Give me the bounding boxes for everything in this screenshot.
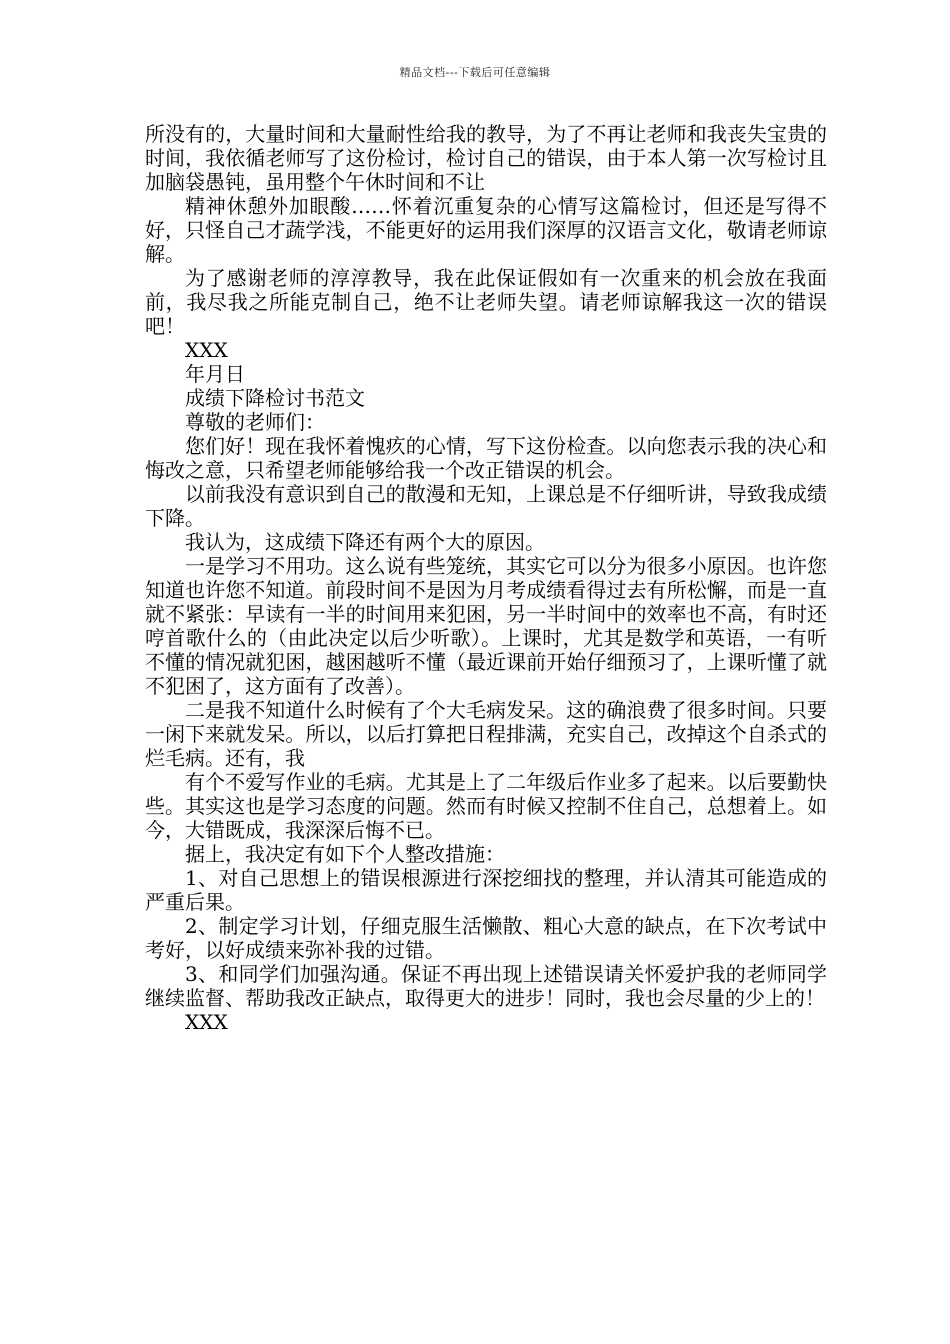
document-body — [145, 122, 827, 1034]
signature: XXX — [185, 338, 228, 362]
page-header: 精品文档---下载后可任意编辑 — [399, 66, 551, 79]
date-line: 年月日 — [185, 362, 245, 386]
paragraph: 我认为，这成绩下降还有两个大的原因。 — [185, 530, 545, 554]
document-title: 成绩下降检讨书范文 — [185, 386, 365, 410]
paragraph: 以前我没有意识到自己的散漫和无知，上课总是不仔细听讲，导致我成绩下降。 — [145, 482, 827, 530]
list-item: 3、和同学们加强沟通。保证不再出现上述错误请关怀爱护我的老师同学继续监督、帮助我改正缺点，取得更大的进步！同时，我也会尽量的少上的！ — [145, 962, 827, 1010]
paragraph: 精神休憩外加眼酸……怀着沉重复杂的心情写这篇检讨，但还是写得不好，只怪自己才蔬学浅，不能更好的运用我们深厚的汉语言文化，敬请老师谅解。 — [145, 194, 827, 266]
paragraph: 您们好！现在我怀着愧疚的心情，写下这份检查。以向您表示我的决心和悔改之意，只希望老师能够给我一个改正错误的机会。 — [145, 434, 827, 482]
paragraph: 二是我不知道什么时候有了个大毛病发呆。这的确浪费了很多时间。只要一闲下来就发呆。所以，以后打算把日程排满，充实自己，改掉这个自杀式的烂毛病。还有，我 — [145, 698, 827, 770]
paragraph: 为了感谢老师的淳淳教导，我在此保证假如有一次重来的机会放在我面前，我尽我之所能克制自己，绝不让老师失望。请老师谅解我这一次的错误吧！ — [145, 266, 827, 338]
signature: XXX — [185, 1010, 228, 1034]
paragraph: 据上，我决定有如下个人整改措施： — [185, 842, 505, 866]
paragraph: 一是学习不用功。这么说有些笼统，其实它可以分为很多小原因。也许您知道也许您不知道。前段时间不是因为月考成绩看得过去有所松懈，而是一直就不紧张：早读有一半的时间用来犯困，另一半时间中的效率也不高，有时还哼首歌什么的（由此决定以后少听歌）。上课时，尤其是数学和英语，一有听不懂的情况就犯困，越困越听不懂（最近课前开始仔细预习了，上课听懂了就不犯困了，这方面有了改善）。 — [145, 554, 827, 698]
list-item: 1、对自己思想上的错误根源进行深挖细找的整理，并认清其可能造成的严重后果。 — [145, 866, 827, 914]
salutation: 尊敬的老师们： — [185, 410, 325, 434]
paragraph: 有个不爱写作业的毛病。尤其是上了二年级后作业多了起来。以后要勤快些。其实这也是学习态度的问题。然而有时候又控制不住自己，总想着上。如今，大错既成，我深深后悔不已。 — [145, 770, 827, 842]
list-item: 2、制定学习计划，仔细克服生活懒散、粗心大意的缺点，在下次考试中考好，以好成绩来弥补我的过错。 — [145, 914, 827, 962]
paragraph: 所没有的，大量时间和大量耐性给我的教导，为了不再让老师和我丧失宝贵的时间，我依循老师写了这份检讨，检讨自己的错误，由于本人第一次写检讨且加脑袋愚钝，虽用整个午休时间和不让 — [145, 122, 827, 194]
